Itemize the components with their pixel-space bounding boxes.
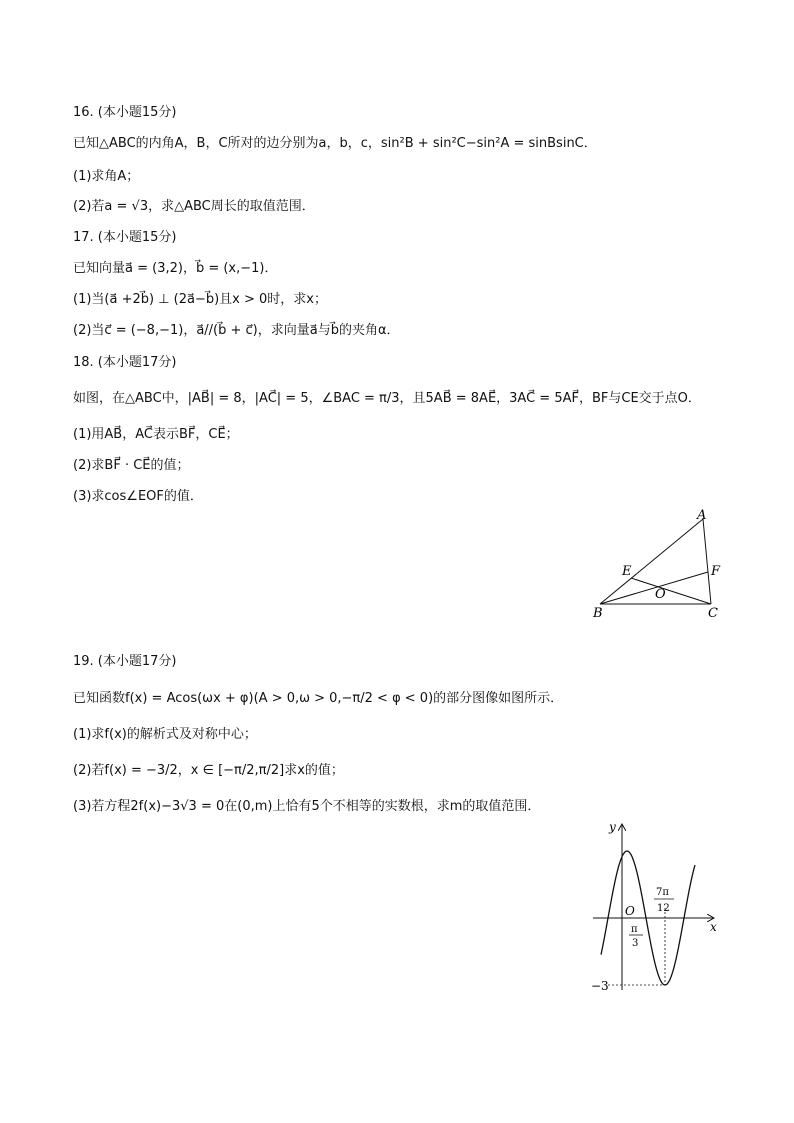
- label-x: x: [710, 920, 717, 934]
- side-ac: [703, 519, 711, 604]
- label-c: C: [708, 606, 718, 621]
- q17-part1: (1)当(a⃗ +2b⃗) ⊥ (2a⃗−b⃗)且x > 0时，求x；: [73, 292, 328, 307]
- q19-part2: (2)若f(x) = −3/2，x ∈ [−π/2,π/2]求x的值；: [73, 763, 344, 778]
- tick-7pi12-num: 7π: [656, 887, 669, 898]
- q18-part3: (3)求cos∠EOF的值．: [73, 489, 203, 504]
- q16-part2: (2)若a = √3，求△ABC周长的取值范围．: [73, 199, 315, 214]
- label-origin: O: [625, 904, 635, 918]
- q16-header: 16. (本小题15分): [73, 105, 177, 120]
- q19-part3: (3)若方程2f(x)−3√3 = 0在(0,m)上恰有5个不相等的实数根，求m的取值范围．: [73, 799, 541, 814]
- label-a: A: [697, 508, 707, 523]
- q16-stem: 已知△ABC的内角A，B，C所对的边分别为a，b，c，sin²B + sin²C−sin²A = sinBsinC．: [73, 136, 597, 151]
- label-o: O: [655, 587, 666, 602]
- side-ab: [600, 519, 703, 604]
- label-f: F: [711, 564, 721, 579]
- q16-part1: (1)求角A；: [73, 169, 140, 184]
- tick-7pi12-den: 12: [657, 903, 670, 914]
- label-b: B: [593, 606, 603, 621]
- q19-stem: 已知函数f(x) = Acos(ωx + φ)(A > 0,ω > 0,−π/2 < φ < 0)的部分图像如图所示．: [73, 691, 564, 706]
- label-min: −3: [591, 979, 609, 993]
- q17-part2: (2)当c⃗ = (−8,−1)，a⃗//(b⃗ + c⃗)，求向量a⃗与b⃗的夹角α．: [73, 323, 400, 338]
- q18-part1: (1)用AB⃗，AC⃗表示BF⃗，CE⃗；: [73, 427, 239, 442]
- q19-part1: (1)求f(x)的解析式及对称中心；: [73, 727, 257, 742]
- tick-pi3-num: π: [631, 924, 638, 935]
- q18-header: 18. (本小题17分): [73, 355, 177, 370]
- q17-header: 17. (本小题15分): [73, 230, 177, 245]
- q18-part2: (2)求BF⃗ · CE⃗的值；: [73, 458, 190, 473]
- label-e: E: [622, 564, 632, 579]
- q18-stem: 如图，在△ABC中，|AB⃗| = 8，|AC⃗| = 5，∠BAC = π/3，且5AB⃗ = 8AE⃗，3AC⃗ = 5AF⃗，BF与CE交于点O．: [73, 391, 701, 406]
- cosine-graph: [585, 815, 735, 1000]
- q19-header: 19. (本小题17分): [73, 654, 177, 669]
- segment-bf: [600, 572, 708, 604]
- triangle-figure: [585, 505, 735, 625]
- tick-pi3-den: 3: [632, 938, 639, 949]
- label-y: y: [609, 820, 616, 834]
- q17-stem: 已知向量a⃗ = (3,2)，b⃗ = (x,−1)．: [73, 261, 278, 276]
